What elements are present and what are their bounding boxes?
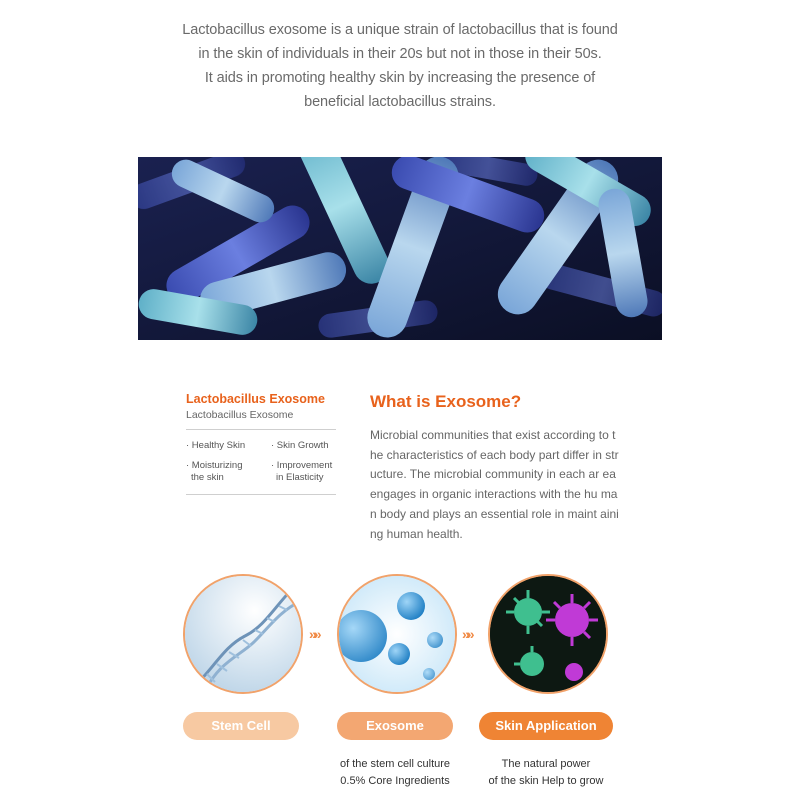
feature-item	[186, 440, 271, 452]
step-label-exosome: Exosome	[337, 712, 453, 740]
feature-item-label: · Healthy Skin	[186, 440, 246, 451]
lactobacillus-banner-image	[138, 157, 662, 340]
caption-line: 0.5% Core Ingredients	[340, 775, 450, 787]
dna-icon	[183, 574, 303, 694]
feature-item-label: · Moisturizing	[186, 460, 243, 471]
feature-item-label: the skin	[191, 472, 224, 483]
feature-box-subtitle: Lactobacillus Exosome	[186, 409, 336, 430]
intro-text	[0, 18, 800, 114]
step-label-skin-application: Skin Application	[479, 712, 613, 740]
arrow-icon: »»	[309, 626, 319, 642]
bacteria-illustration	[138, 157, 662, 340]
step-caption	[466, 756, 626, 790]
feature-list	[186, 440, 336, 495]
exosome-body: Microbial communities that exist according to the characteristics of each body part differ in structure. The microbial community in each ar eaengages in organic interactions with the hu man body and plays an essential role in maint aining human health.	[370, 428, 619, 541]
feature-item-label: in Elasticity	[276, 472, 324, 483]
feature-item	[271, 460, 341, 484]
feature-item	[186, 460, 271, 484]
intro-line: Lactobacillus exosome is a unique strain of lactobacillus that is found	[182, 22, 618, 38]
intro-line: It aids in promoting healthy skin by increasing the presence of	[204, 70, 596, 86]
step-caption	[315, 756, 475, 790]
cell-icon	[337, 574, 457, 694]
feature-item-label: · Improvement	[271, 460, 333, 471]
caption-line: of the stem cell culture	[339, 758, 451, 770]
feature-item	[271, 440, 341, 452]
intro-line: in the skin of individuals in their 20s but not in those in their 50s.	[198, 46, 602, 62]
microbe-icon	[488, 574, 608, 694]
feature-box-title: Lactobacillus Exosome	[186, 392, 325, 406]
caption-line: of the skin Help to grow	[488, 775, 604, 787]
exosome-info	[370, 392, 620, 544]
exosome-title: What is Exosome?	[370, 392, 522, 411]
intro-line: beneficial lactobacillus strains.	[304, 94, 496, 110]
feature-item-label: · Skin Growth	[271, 440, 329, 451]
caption-line: The natural power	[501, 758, 591, 770]
arrow-icon: »»	[462, 626, 472, 642]
feature-box	[186, 392, 336, 495]
step-label-stem-cell: Stem Cell	[183, 712, 299, 740]
